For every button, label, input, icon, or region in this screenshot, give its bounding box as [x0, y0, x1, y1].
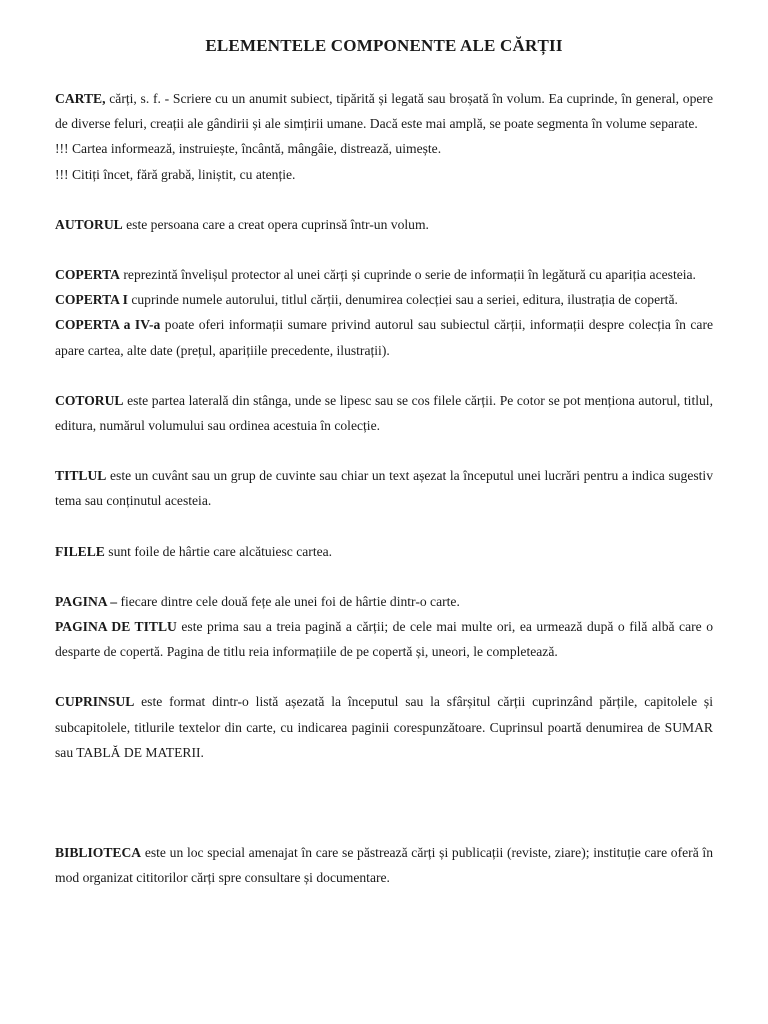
definition-coperta-iv — [55, 312, 713, 362]
term-titlul: TITLUL — [55, 468, 107, 484]
entry-pagina — [55, 589, 713, 665]
term-cuprinsul: CUPRINSUL — [55, 694, 135, 710]
definition-titlul — [55, 463, 713, 513]
term-cotorul: COTORUL — [55, 392, 124, 408]
text-carte: cărți, s. f. - Scriere cu un anumit subiect, tipărită și legată sau broșată în volum. Ea cuprinde, în general, opere de diverse feluri, creații ale gândirii și ale simțirii umane. Dacă este mai amplă, se poate segmenta în volume separate. — [55, 91, 713, 132]
term-coperta-iv: COPERTA a IV-a — [55, 317, 161, 333]
term-coperta-i: COPERTA I — [55, 292, 128, 308]
term-biblioteca: BIBLIOTECA — [55, 845, 142, 861]
definition-autorul — [55, 212, 713, 237]
text-pagina: fiecare dintre cele două fețe ale unei foi de hârtie dintr-o carte. — [117, 593, 460, 609]
term-carte: CARTE, — [55, 91, 106, 106]
term-filele: FILELE — [55, 543, 105, 559]
text-pagina-titlu: este prima sau a treia pagină a cărții; de cele mai multe ori, ea urmează după o filă albă care o desparte de copertă. Pagina de titlu reia informațiile de pe copertă și, uneori, le completează. — [55, 619, 713, 660]
term-pagina: PAGINA – — [55, 593, 118, 609]
text-biblioteca: este un loc special amenajat în care se păstrează cărți și publicații (reviste, ziare); instituție care oferă în mod organizat cititorilor cărți spre consultare și documentare. — [55, 845, 713, 886]
definition-carte — [55, 86, 713, 136]
definition-pagina-titlu — [55, 614, 713, 664]
text-coperta: reprezintă învelișul protector al unei cărți și cuprinde o serie de informații în legătură cu apariția acesteia. — [119, 267, 696, 283]
definition-biblioteca — [55, 840, 713, 890]
entry-coperta — [55, 262, 713, 363]
definition-cuprinsul — [55, 689, 713, 765]
text-cotorul: este partea laterală din stânga, unde se lipesc sau se cos filele cărții. Pe cotor se pot menționa autorul, titlul, editura, numărul volumului sau ordinea acestuia în colecție. — [55, 392, 713, 434]
note-carte-2: !!! Citiți încet, fără grabă, liniștit, cu atenție. — [55, 166, 296, 182]
text-autorul: este persoana care a creat opera cuprinsă într-un volum. — [122, 216, 429, 232]
note-carte-1: !!! Cartea informează, instruiește, încântă, mângâie, distrează, uimește. — [55, 141, 442, 157]
entry-carte — [55, 86, 713, 187]
definition-coperta-i — [55, 287, 713, 312]
definition-coperta — [55, 262, 713, 287]
definition-cotorul — [55, 388, 713, 438]
term-pagina-titlu: PAGINA DE TITLU — [55, 619, 177, 635]
definition-pagina — [55, 589, 713, 614]
text-cuprinsul: este format dintr-o listă așezată la începutul sau la sfârșitul cărții cuprinzând părțile, capitolele și subcapitolele, titlurile textelor din carte, cu indicarea paginii corespunzătoare. Cuprinsul poartă denumirea de SUMAR sau TABLĂ DE MATERII. — [55, 694, 713, 760]
text-coperta-i: cuprinde numele autorului, titlul cărții, denumirea colecției sau a seriei, editura, ilustrația de copertă. — [127, 292, 678, 308]
term-autorul: AUTORUL — [55, 216, 123, 232]
term-coperta: COPERTA — [55, 267, 120, 283]
page-title: ELEMENTELE COMPONENTE ALE CĂRȚII — [205, 36, 563, 55]
text-coperta-iv: poate oferi informații sumare privind autorul sau subiectul cărții, informații despre colecția în care apare cartea, alte date (prețul, aparițiile precedente, ilustrații). — [55, 317, 714, 358]
text-filele: sunt foile de hârtie care alcătuiesc cartea. — [104, 543, 333, 559]
definition-filele — [55, 539, 713, 564]
text-titlul: este un cuvânt sau un grup de cuvinte sau chiar un text așezat la începutul unei lucrări pentru a indica sugestiv tema sau conținutul acesteia. — [55, 468, 713, 509]
